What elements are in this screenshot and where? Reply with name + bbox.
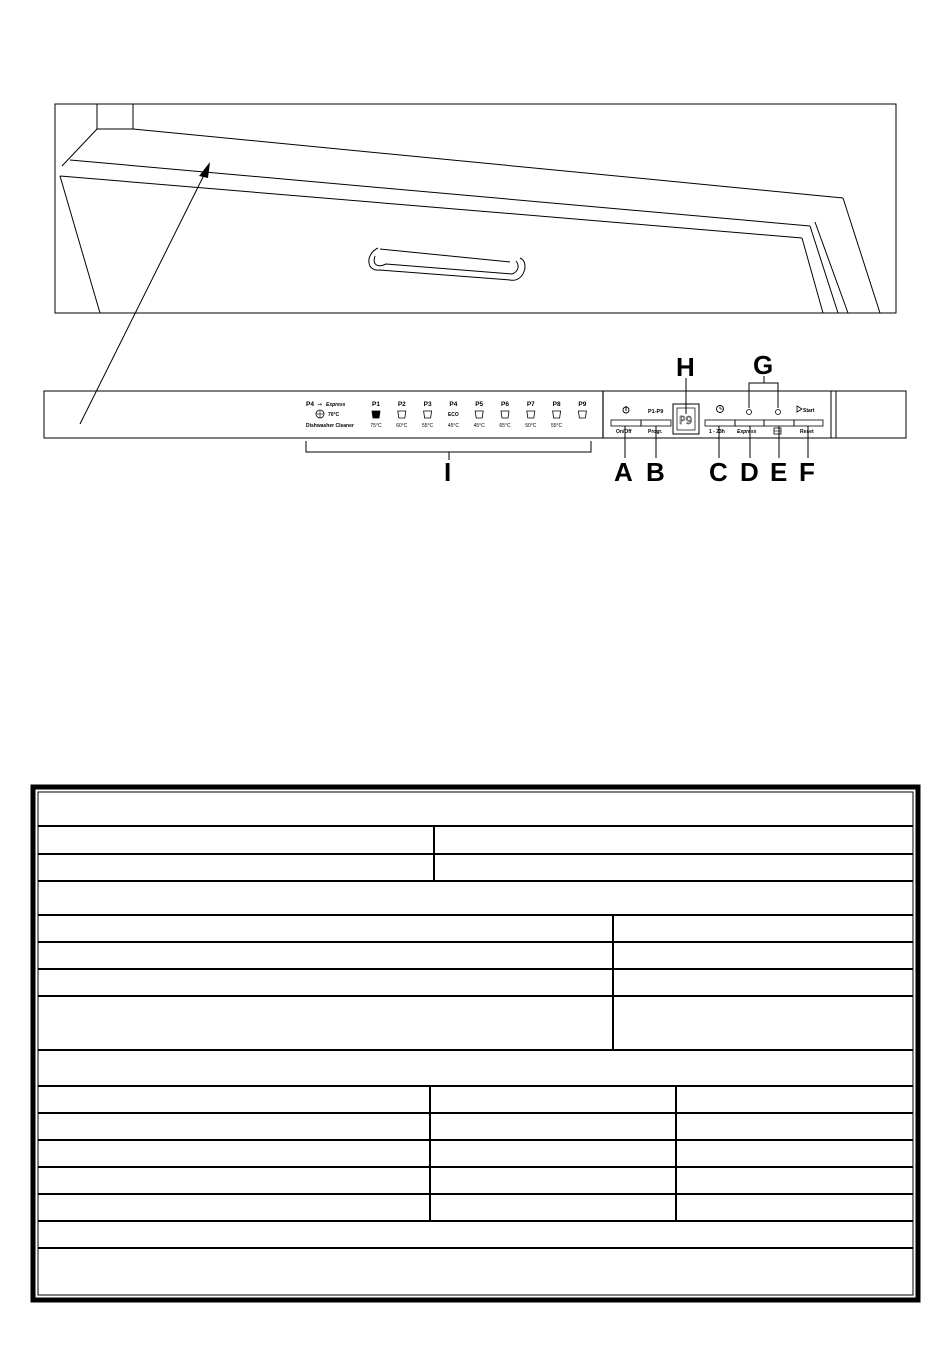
program-column [578, 401, 586, 418]
door-illustration [55, 104, 896, 313]
door-top-edge [97, 104, 133, 129]
control-panel [44, 391, 906, 438]
program-column [422, 401, 434, 429]
rapid-icon [501, 411, 509, 418]
door-edge-line [843, 198, 880, 313]
program-code: P1 [372, 401, 380, 408]
program-temp: 45°C [447, 423, 459, 429]
progr-label: Progr. [648, 429, 663, 435]
svg-text:ECO: ECO [447, 412, 459, 418]
callout-f: F [799, 457, 815, 487]
bracket-g [749, 383, 778, 408]
play-icon [797, 406, 802, 412]
callout-h: H [676, 352, 695, 382]
program-code: P6 [501, 401, 509, 408]
pointer-arrow [80, 162, 210, 424]
callout-a: A [614, 457, 633, 487]
express-word: Express [326, 402, 346, 408]
program-code: P2 [397, 401, 406, 408]
express-block [306, 401, 354, 429]
indicator-light-half-load [776, 410, 781, 415]
program-column [474, 401, 486, 429]
callout-e: E [770, 457, 788, 487]
door-edge-line [802, 238, 823, 313]
program-temp: 55°C [422, 423, 434, 429]
program-temp: 60°C [396, 423, 408, 429]
program-column [525, 401, 537, 429]
door-edge-line [810, 226, 838, 313]
pot-icon [372, 411, 380, 418]
start-label: Start [803, 408, 815, 414]
waves-icon [424, 411, 432, 418]
delay-label: 1 - 23h [709, 429, 725, 435]
program-column [551, 401, 563, 429]
button-strip [611, 420, 823, 426]
program-code: P3 [423, 401, 432, 408]
callout-i: I [444, 457, 452, 487]
program-temp: 45°C [473, 423, 485, 429]
program-temp: 50°C [525, 423, 537, 429]
program-column [499, 401, 511, 429]
program-code: P9 [578, 401, 587, 408]
cleaner-label: Dishwasher Cleaner [306, 423, 354, 429]
prog-range-label: P1-P9 [648, 409, 664, 415]
express-temp: 70°C [328, 412, 340, 418]
callout-letters [444, 350, 815, 487]
half-load-button[interactable] [764, 420, 794, 426]
empty-table [33, 787, 918, 1300]
program-code: P4 [449, 401, 458, 408]
door-edge-line [60, 176, 100, 313]
reset-label: Reset [800, 429, 814, 435]
bracket-i [306, 441, 591, 452]
program-button[interactable] [641, 420, 671, 426]
door-handle-icon [369, 248, 525, 280]
program-code: P7 [526, 401, 535, 408]
cup-icon [475, 411, 483, 418]
callout-b: B [646, 457, 665, 487]
program-column [396, 401, 408, 429]
delay-button[interactable] [705, 420, 735, 426]
pan-icon [398, 411, 406, 418]
arrow-right-icon: → [317, 401, 323, 408]
program-code: P8 [552, 401, 561, 408]
door-edge-line [133, 129, 843, 198]
express-button[interactable] [735, 420, 764, 426]
express-button-label: Express [737, 429, 757, 435]
prewash-icon [578, 411, 586, 418]
on-off-button[interactable] [611, 420, 641, 426]
program-column [370, 401, 382, 429]
arrow-head-icon [199, 162, 210, 178]
program-temp: 55°C [551, 423, 563, 429]
indicator-light-express [747, 410, 752, 415]
start-reset-button[interactable] [794, 420, 823, 426]
callout-g: G [753, 350, 774, 380]
program-column [448, 401, 460, 429]
on-off-label: On/Off [616, 429, 632, 435]
door-edge-line [60, 176, 802, 238]
program-code: P5 [475, 401, 484, 408]
eco-icon [448, 412, 459, 418]
door-edge-line [70, 160, 810, 226]
table-inner-border [38, 792, 913, 1295]
door-frame [55, 104, 896, 313]
night-icon [553, 411, 561, 418]
program-list [370, 401, 586, 429]
program-temp: 75°C [370, 423, 382, 429]
display-digits: P9 [679, 414, 693, 427]
callout-d: D [740, 457, 759, 487]
express-title: P4 [306, 401, 314, 408]
callout-c: C [709, 457, 728, 487]
program-temp: 65°C [499, 423, 511, 429]
table-outer-border [33, 787, 918, 1300]
rapid-icon [527, 411, 535, 418]
door-edge-line [815, 222, 848, 313]
